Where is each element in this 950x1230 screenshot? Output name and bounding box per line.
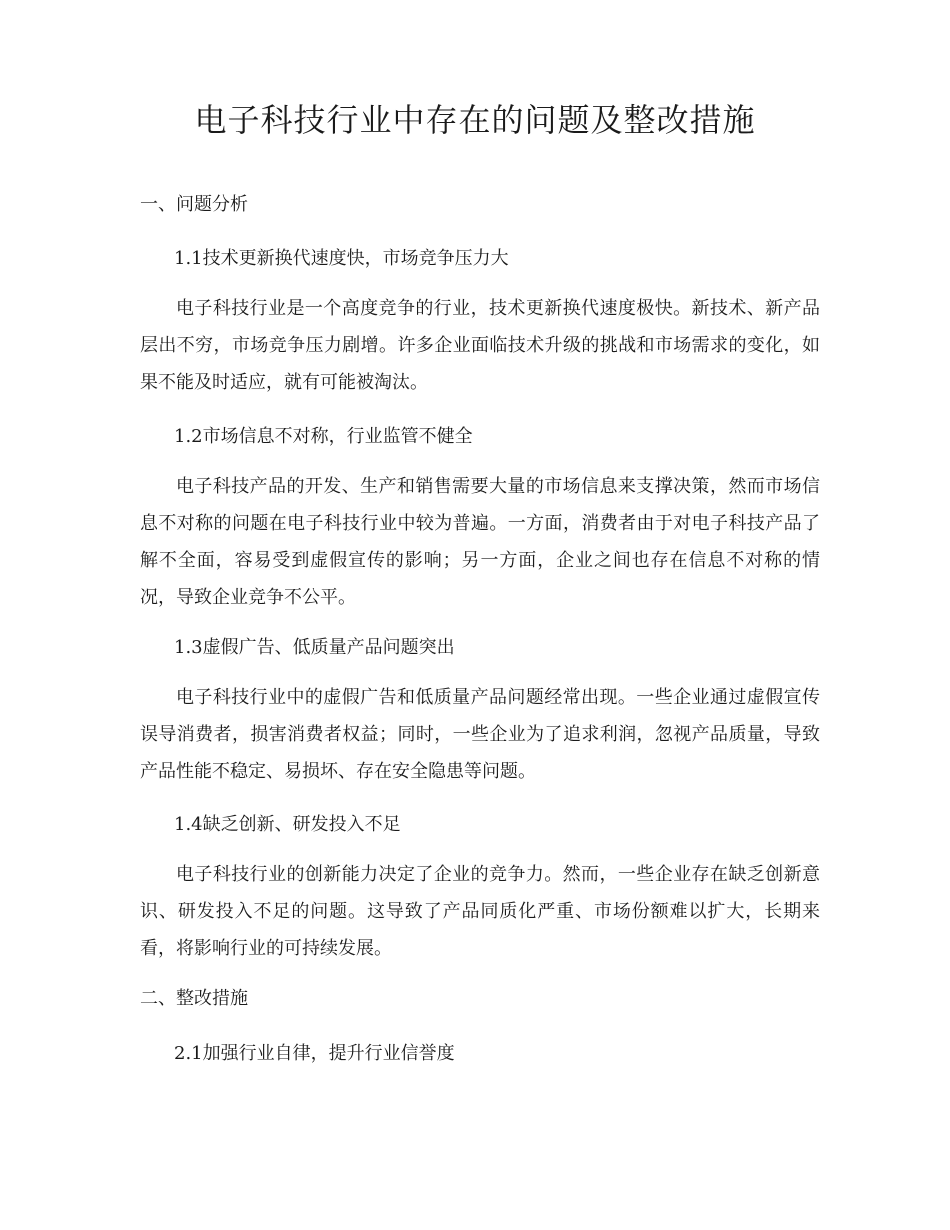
paragraph-1-2: 电子科技产品的开发、生产和销售需要大量的市场信息来支撑决策，然而市场信息不对称的问题在电子科技行业中较为普遍。一方面，消费者由于对电子科技产品了解不全面，容易受到虚假宣传的影响；另一方面，企业之间也存在信息不对称的情况，导致企业竞争不公平。 <box>140 476 820 608</box>
subsection-heading-1-2: 1.2市场信息不对称，行业监管不健全 <box>174 426 473 447</box>
paragraph-1-3: 电子科技行业中的虚假广告和低质量产品问题经常出现。一些企业通过虚假宣传误导消费者，损害消费者权益；同时，一些企业为了追求利润，忽视产品质量，导致产品性能不稳定、易损坏、存在安全隐患等问题。 <box>140 687 820 782</box>
subsection-heading-1-3: 1.3虚假广告、低质量产品问题突出 <box>174 637 455 658</box>
section-heading-measures: 二、整改措施 <box>140 988 248 1009</box>
section-heading-analysis: 一、问题分析 <box>140 194 248 215</box>
subsection-heading-1-1: 1.1技术更新换代速度快，市场竞争压力大 <box>174 248 509 269</box>
paragraph-1-1: 电子科技行业是一个高度竞争的行业，技术更新换代速度极快。新技术、新产品层出不穷，市场竞争压力剧增。许多企业面临技术升级的挑战和市场需求的变化，如果不能及时适应，就有可能被淘汰。 <box>140 298 820 393</box>
document-title: 电子科技行业中存在的问题及整改措施 <box>194 101 756 139</box>
subsection-heading-2-1: 2.1加强行业自律，提升行业信誉度 <box>174 1043 455 1064</box>
paragraph-1-4: 电子科技行业的创新能力决定了企业的竞争力。然而，一些企业存在缺乏创新意识、研发投入不足的问题。这导致了产品同质化严重、市场份额难以扩大，长期来看，将影响行业的可持续发展。 <box>140 864 820 959</box>
subsection-heading-1-4: 1.4缺乏创新、研发投入不足 <box>174 814 401 835</box>
